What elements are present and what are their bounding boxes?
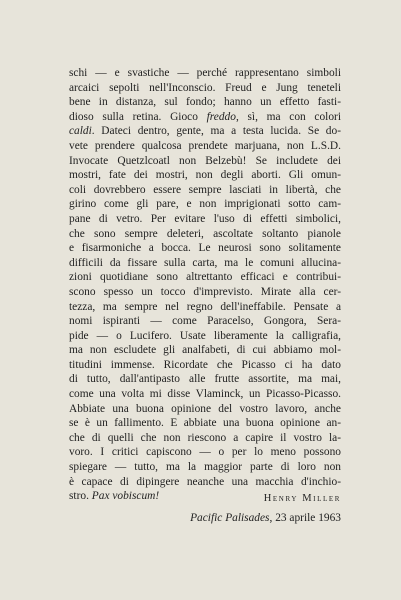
italic-segment: caldi (69, 125, 92, 138)
text-line (69, 81, 341, 96)
text-line (69, 212, 341, 227)
text-segment: schi — e svastiche — perché rappresentano simboli (69, 67, 341, 79)
text-line (69, 431, 341, 446)
text-segment: nomi ispiranti — come Paracelso, Gongora, Sera- (69, 315, 341, 328)
text-segment: . Dateci dentro, gente, ma a testa lucida. Se do- (91, 125, 341, 138)
text-segment: pane di vetro. Per evitare l'uso di effetti simbolici, (69, 212, 341, 225)
text-line (69, 475, 341, 490)
text-line (69, 66, 341, 81)
text-line (69, 285, 341, 300)
text-segment: titudini immense. Ricordate che Picasso ci ha dato (69, 358, 341, 371)
text-segment: spiegare — tutto, ma la maggior parte di loro non (69, 461, 341, 474)
text-segment: come una volta mi disse Vlaminck, un Picasso-Picasso. (69, 388, 341, 401)
text-line (69, 110, 341, 125)
text-segment: e fisarmoniche a bocca. Le neurosi sono solitamente (69, 242, 341, 255)
text-segment: vete prendere qualcosa prendete marjuana, non L.S.D. (69, 139, 341, 152)
text-line (69, 416, 341, 431)
text-segment: coli dovrebbero essere sempre lasciati in libertà, che (69, 183, 341, 196)
italic-segment: Pax vobiscum! (91, 490, 160, 503)
text-segment: zioni quotidiane sono altrettanto efficaci e contribui- (69, 271, 341, 284)
text-segment: voro. I critici capiscono — o per lo meno possono (69, 446, 341, 459)
text-segment: che di quelli che non riescono a capire il vostro la- (69, 431, 341, 444)
text-segment: Invocate Quetzlcoatl non Belzebù! Se includete dei (69, 154, 341, 167)
text-line (69, 183, 341, 198)
date: , 23 aprile 1963 (269, 512, 341, 524)
text-line (69, 358, 341, 373)
text-segment: stro. (69, 490, 92, 503)
text-line (69, 197, 341, 212)
text-segment: tezza, ma sempre nel regno dell'ineffabile. Pensate a (69, 300, 341, 313)
text-line (69, 387, 341, 402)
text-line (69, 139, 341, 154)
text-line (69, 314, 341, 329)
text-line (69, 402, 341, 417)
text-segment: pide — o Lucifero. Usate liberamente la calligrafia, (69, 329, 341, 342)
text-segment: mostri, fate dei mostri, non degli aborti. Gli omun- (69, 169, 341, 182)
text-segment: difficili da fissare sulla carta, ma le comuni allucina- (69, 256, 341, 269)
italic-segment: freddo (206, 110, 236, 123)
text-line (69, 445, 341, 460)
text-line (69, 168, 341, 183)
text-line (69, 460, 341, 475)
text-segment: arcaici sepolti nell'Inconscio. Freud e Jung teneteli (69, 81, 341, 94)
text-segment: che sono sempre deleteri, ascoltate soltanto pianole (69, 227, 341, 240)
text-segment: dioso sulla retina. Gioco (69, 110, 207, 123)
text-line (69, 241, 341, 256)
text-segment: se è un fallimento. E abbiate una buona opinione an- (69, 417, 341, 430)
text-segment: è capace di dipingere neanche una macchia d'inchio- (69, 475, 341, 488)
text-segment: girino come gli pare, e non imprigionati sotto cam- (69, 198, 341, 211)
text-line (69, 300, 341, 315)
text-segment: bene in distanza, sul fondo; hanno un effetto fasti- (69, 96, 341, 109)
place-date (190, 512, 341, 524)
text-line (69, 124, 341, 139)
text-line (69, 343, 341, 358)
text-segment: , sì, ma con colori (235, 110, 341, 123)
text-segment: scono spesso un tocco d'imprevisto. Mirate alla cer- (69, 285, 341, 298)
place: Pacific Palisades (190, 512, 270, 524)
text-line (69, 95, 341, 110)
text-segment: di tutto, dall'antipasto alle frutte assortite, ma mai, (69, 373, 341, 386)
text-segment: ma non escludete gli analfabeti, di cui abbiamo mol- (69, 344, 341, 357)
text-line (69, 329, 341, 344)
text-line (69, 227, 341, 242)
text-line (69, 154, 341, 169)
text-line (69, 372, 341, 387)
text-segment: Abbiate una buona opinione del vostro lavoro, anche (69, 402, 341, 415)
body-text (69, 66, 341, 504)
text-line (69, 270, 341, 285)
text-line (69, 256, 341, 271)
author-signature: Henry Miller (263, 493, 341, 504)
